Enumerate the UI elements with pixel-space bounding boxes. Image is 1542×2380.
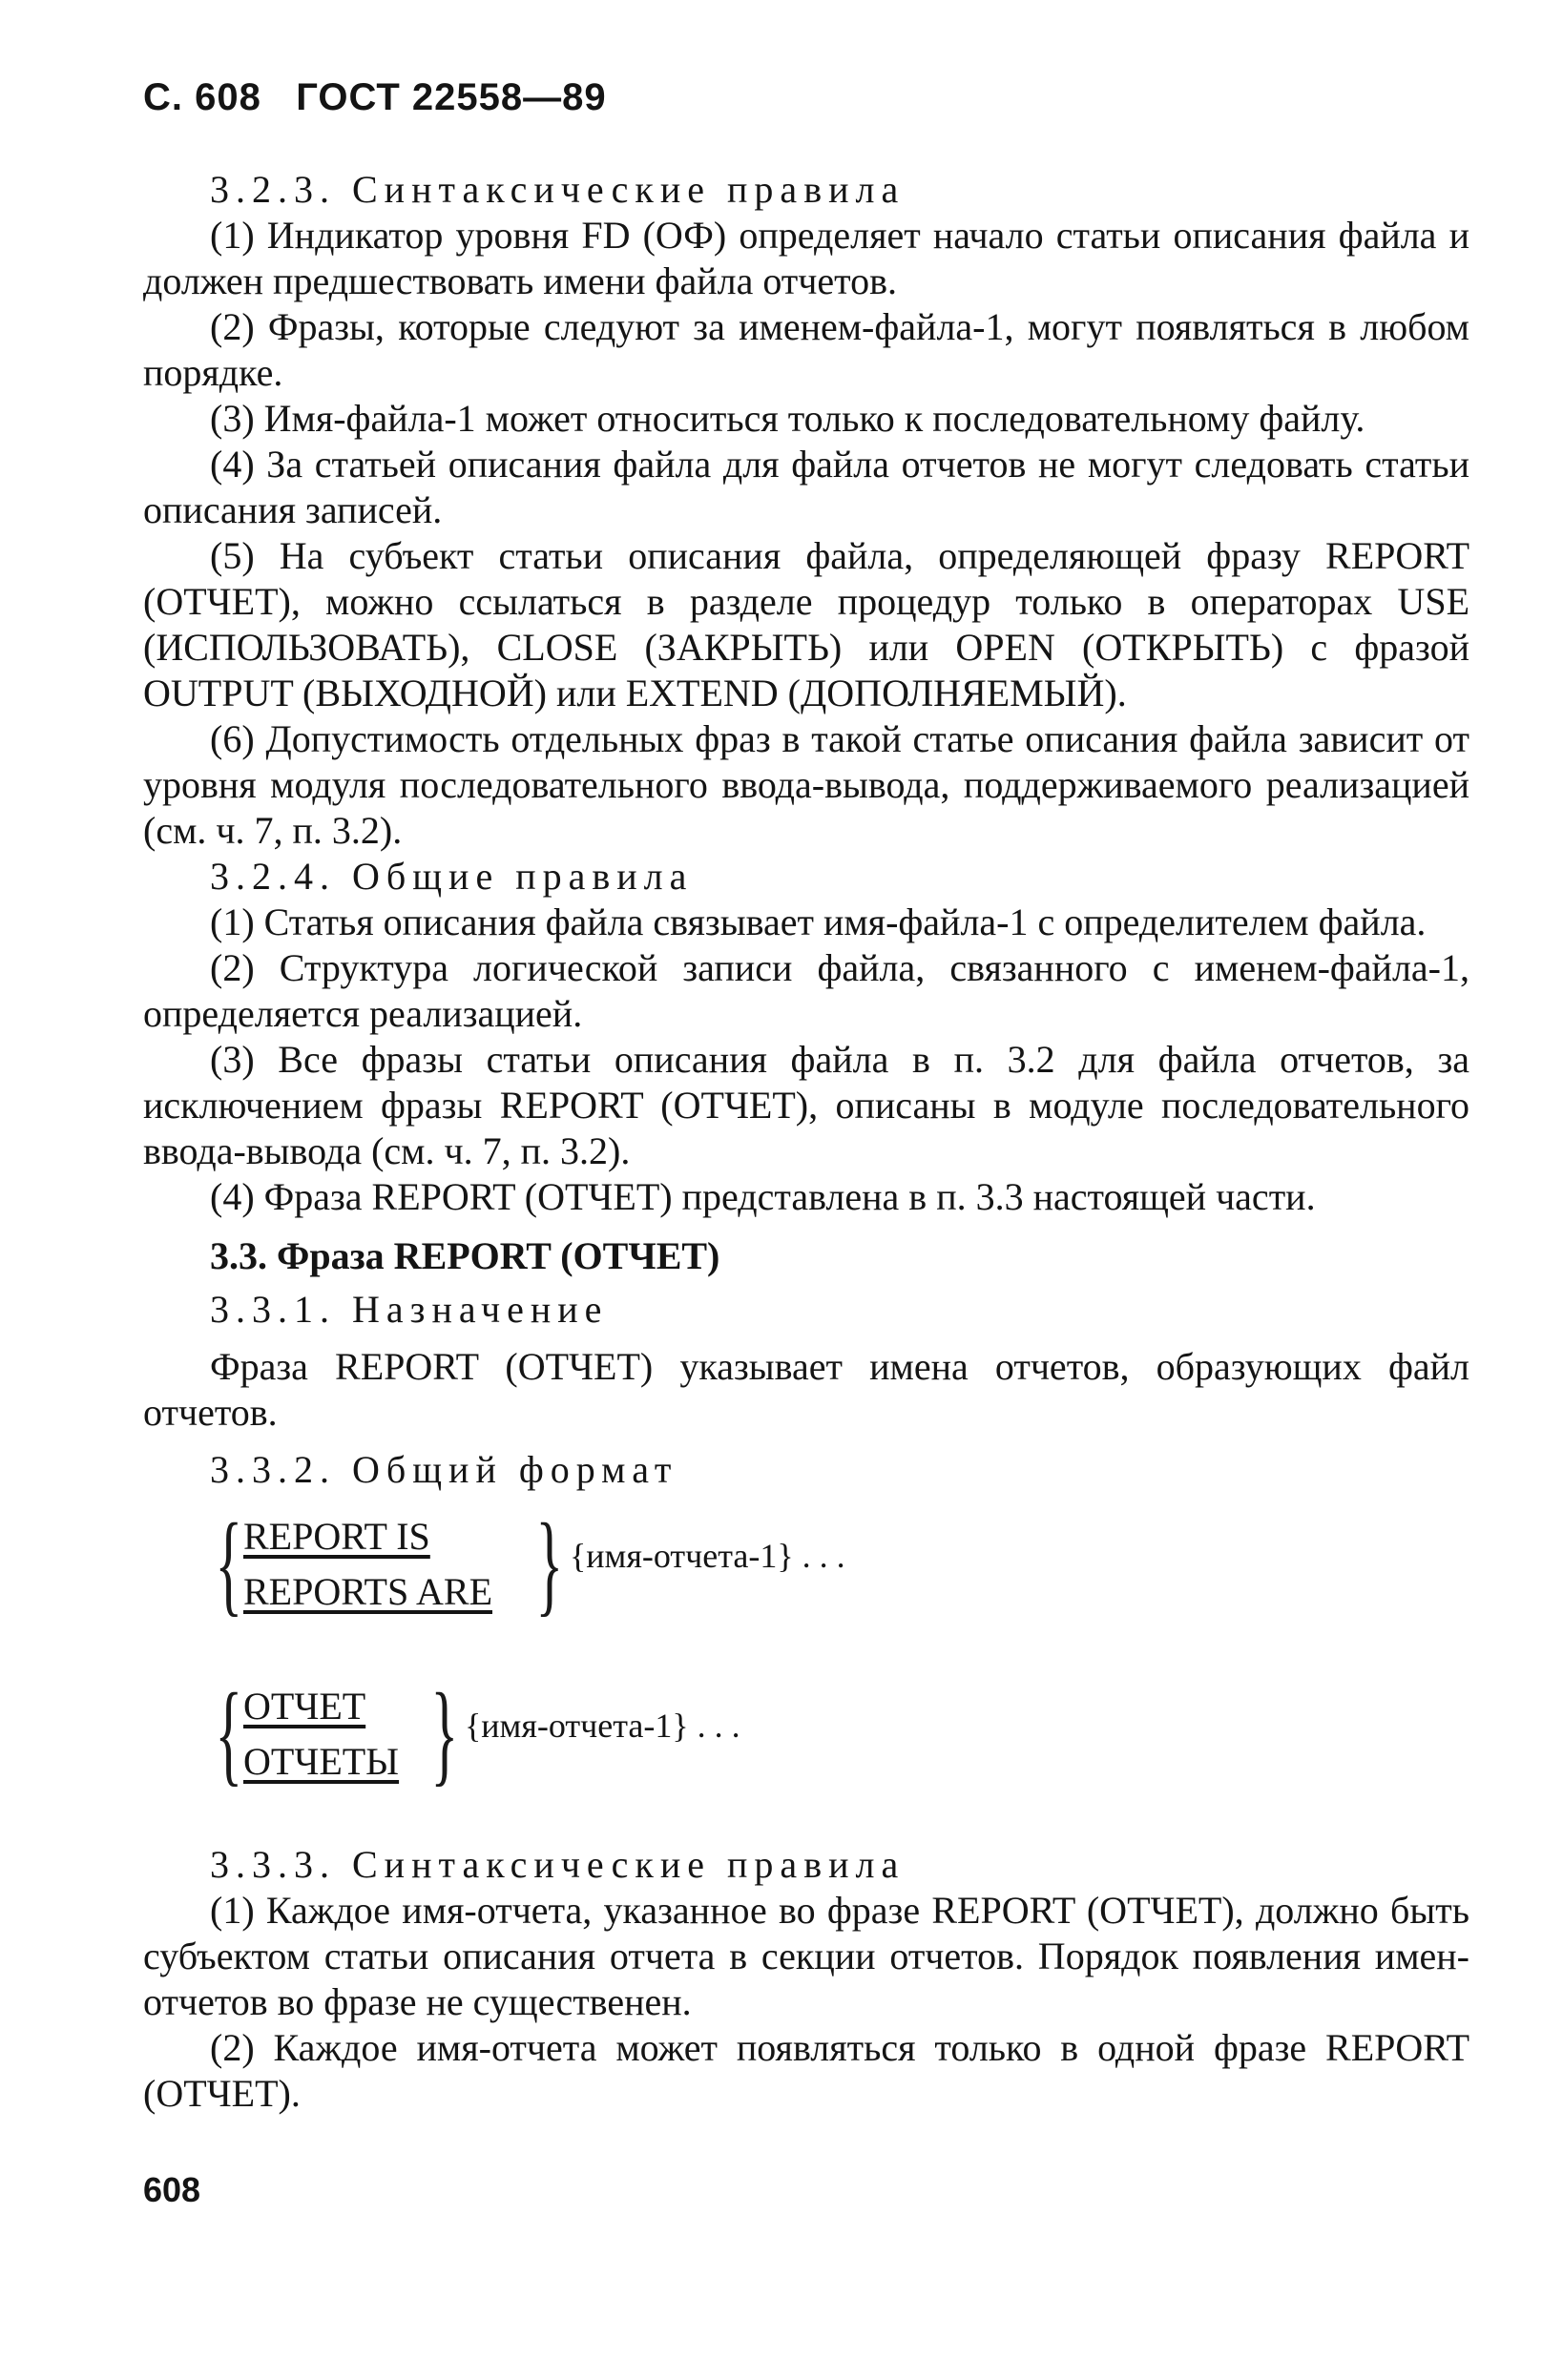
format-en-target: {имя-отчета-1} . . . — [570, 1537, 845, 1575]
rule-3-3-3-1: (1) Каждое имя-отчета, указанное во фразе REPORT (ОТЧЕТ), должно быть субъектом статьи описания отчета в секции отчетов. Порядок появления имен-отчетов во фразе не существенен. — [143, 1889, 1469, 2023]
page-header — [143, 76, 1469, 119]
format-en-opt2: REPORTS ARE — [243, 1570, 492, 1613]
format-en-opt1: REPORT IS — [243, 1515, 430, 1558]
rule-3-2-3-6: (6) Допустимость отдельных фраз в такой статье описания файла зависит от уровня модуля последовательного ввода-вывода, поддерживаемого реализацией (см. ч. 7, п. 3.2). — [143, 717, 1469, 852]
page-number: 608 — [143, 2170, 201, 2209]
section-3-3-1-title: 3.3.1. Назначение — [210, 1288, 609, 1331]
format-ru-target: {имя-отчета-1} . . . — [465, 1707, 740, 1745]
left-brace-icon: { — [215, 1669, 243, 1796]
section-3-2-4-title: 3.2.4. Общие правила — [210, 855, 694, 898]
purpose-text: Фраза REPORT (ОТЧЕТ) указывает имена отчетов, образующих файл отчетов. — [143, 1345, 1469, 1434]
rule-3-2-3-5: (5) На субъект статьи описания файла, определяющей фразу REPORT (ОТЧЕТ), можно ссылаться в разделе процедур только в операторах USE (ИСПОЛЬЗОВАТЬ), CLOSE (ЗАКРЫТЬ) или OPEN (ОТКРЫТЬ) с фразой OUTPUT (ВЫХОДНОЙ) или EXTEND (ДОПОЛНЯЕМЫЙ). — [143, 534, 1469, 714]
section-3-3-2-title: 3.3.2. Общий формат — [210, 1448, 678, 1491]
rule-3-2-3-2: (2) Фразы, которые следуют за именем-файла-1, могут появляться в любом порядке. — [143, 305, 1469, 394]
rule-3-2-4-3: (3) Все фразы статьи описания файла в п. 3.2 для файла отчетов, за исключением фразы REPORT (ОТЧЕТ), описаны в модуле последовательного ввода-вывода (см. ч. 7, п. 3.2). — [143, 1038, 1469, 1172]
format-ru-opt2: ОТЧЕТЫ — [243, 1740, 400, 1783]
format-english — [215, 1500, 1469, 1640]
section-3-3-title: 3.3. Фраза REPORT (ОТЧЕТ) — [210, 1234, 720, 1277]
rule-3-2-4-1: (1) Статья описания файла связывает имя-файла-1 с определителем файла. — [210, 900, 1427, 943]
left-brace-icon: { — [215, 1500, 243, 1626]
right-brace-icon: } — [430, 1669, 459, 1796]
page-ref: С. 608 — [143, 76, 261, 118]
section-3-3-3-title: 3.3.3. Синтаксические правила — [210, 1843, 906, 1886]
document-page — [143, 76, 1469, 2117]
standard-number: ГОСТ 22558—89 — [296, 76, 607, 118]
rule-3-2-4-4: (4) Фраза REPORT (ОТЧЕТ) представлена в п. 3.3 настоящей части. — [210, 1175, 1316, 1218]
rule-3-2-3-4: (4) За статьей описания файла для файла отчетов не могут следовать статьи описания записей. — [143, 443, 1469, 531]
rule-3-2-3-3: (3) Имя-файла-1 может относиться только к последовательному файлу. — [210, 397, 1365, 440]
format-ru-opt1: ОТЧЕТ — [243, 1685, 366, 1728]
section-3-2-3-title: 3.2.3. Синтаксические правила — [210, 168, 906, 211]
rule-3-2-4-2: (2) Структура логической записи файла, связанного с именем-файла-1, определяется реализацией. — [143, 946, 1469, 1035]
rule-3-2-3-1: (1) Индикатор уровня FD (ОФ) определяет начало статьи описания файла и должен предшествовать имени файла отчетов. — [143, 214, 1469, 302]
format-russian — [215, 1669, 1469, 1810]
rule-3-3-3-2: (2) Каждое имя-отчета может появляться только в одной фразе REPORT (ОТЧЕТ). — [143, 2026, 1469, 2115]
right-brace-icon: } — [535, 1500, 564, 1626]
